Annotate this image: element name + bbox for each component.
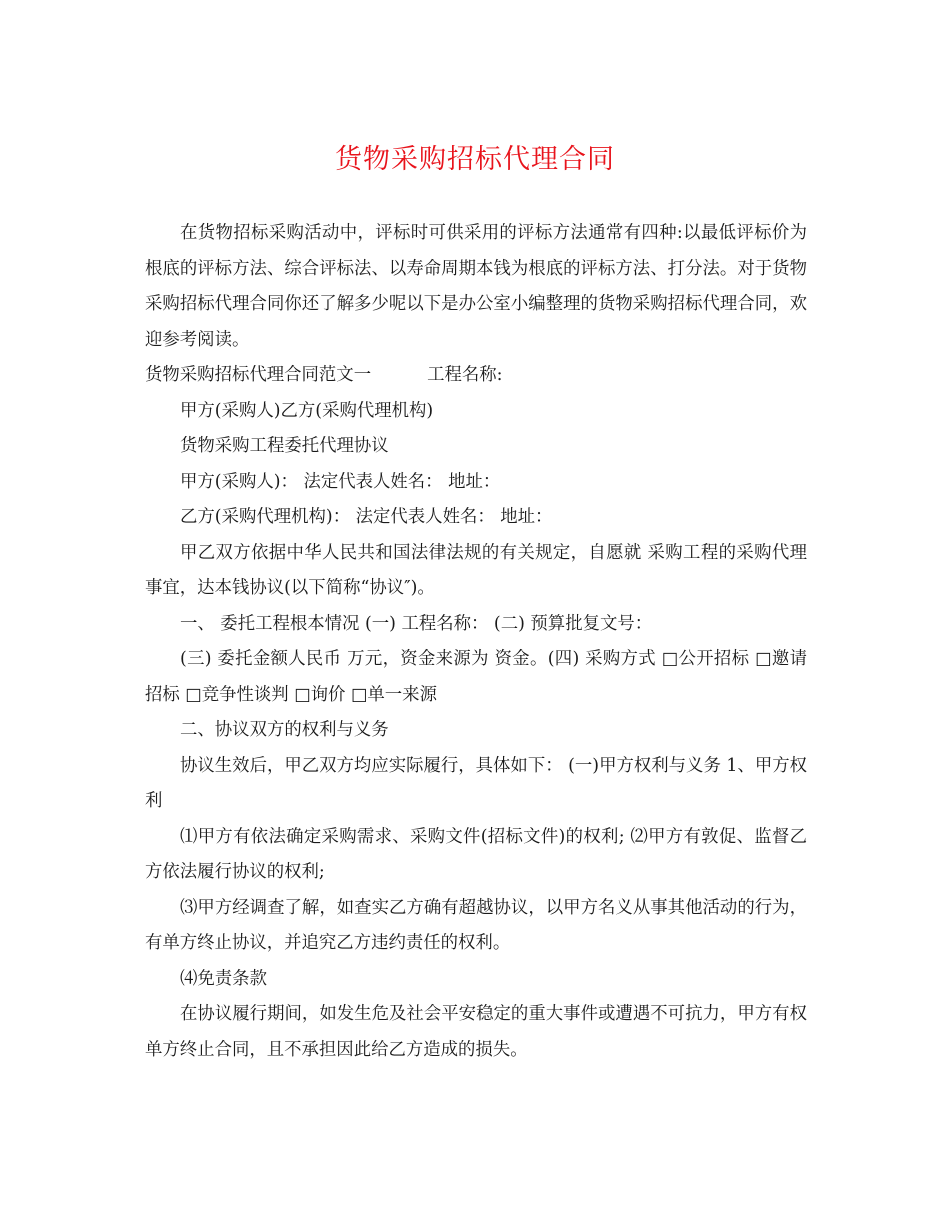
- party-a-line: 甲方(采购人)： 法定代表人姓名： 地址：: [180, 471, 501, 492]
- basis-paragraph: 甲乙双方依据中华人民共和国法律法规的有关规定，自愿就 采购工程的采购代理事宜，达本钱协议(以下简称“协议″)。: [145, 542, 807, 598]
- intro-paragraph: 在货物招标采购活动中，评标时可供采用的评标方法通常有四种:以最低评标价为根底的评标方法、综合评标法、以寿命周期本钱为根底的评标方法、打分法。对于货物采购招标代理合同你还了解多少呢以下是办公室小编整理的货物采购招标代理合同，欢迎参考阅读。: [145, 223, 807, 350]
- sample-heading-line: [145, 358, 807, 394]
- section2-intro: 协议生效后，甲乙双方均应实际履行，具体如下： (一)甲方权利与义务 1、甲方权利: [145, 755, 807, 811]
- section1-line: 一、 委托工程根本情况 (一) 工程名称： (二) 预算批复文号：: [180, 613, 653, 634]
- parties-line: 甲方(采购人)乙方(采购代理机构): [180, 400, 434, 421]
- section2-heading: 二、协议双方的权利与义务: [180, 720, 389, 740]
- sample-heading: 货物采购招标代理合同范文一: [145, 365, 372, 385]
- document-title: 货物采购招标代理合同: [335, 144, 615, 175]
- section1-detail: (三) 委托金额人民币 万元，资金来源为 资金。(四) 采购方式 □公开招标 □邀请招标 □竞争性谈判 □询价 □单一来源: [145, 649, 807, 705]
- party-b-line: 乙方(采购代理机构)： 法定代表人姓名： 地址：: [180, 507, 553, 527]
- agreement-title: 货物采购工程委托代理协议: [180, 436, 389, 456]
- right-3: ⑶甲方经调查了解，如查实乙方确有超越协议，以甲方名义从事其他活动的行为，有单方终止协议，并追究乙方违约责任的权利。: [145, 897, 807, 953]
- right-4-text: 在协议履行期间，如发生危及社会平安稳定的重大事件或遭遇不可抗力，甲方有权单方终止合同，且不承担因此给乙方造成的损失。: [145, 1004, 807, 1060]
- project-name-label: 工程名称:: [427, 365, 503, 385]
- document-body: [145, 216, 807, 1068]
- right-4-heading: ⑷免责条款: [180, 968, 267, 989]
- right-1-2: ⑴甲方有依法确定采购需求、采购文件(招标文件)的权利; ⑵甲方有敦促、监督乙方依法履行协议的权利;: [145, 826, 807, 882]
